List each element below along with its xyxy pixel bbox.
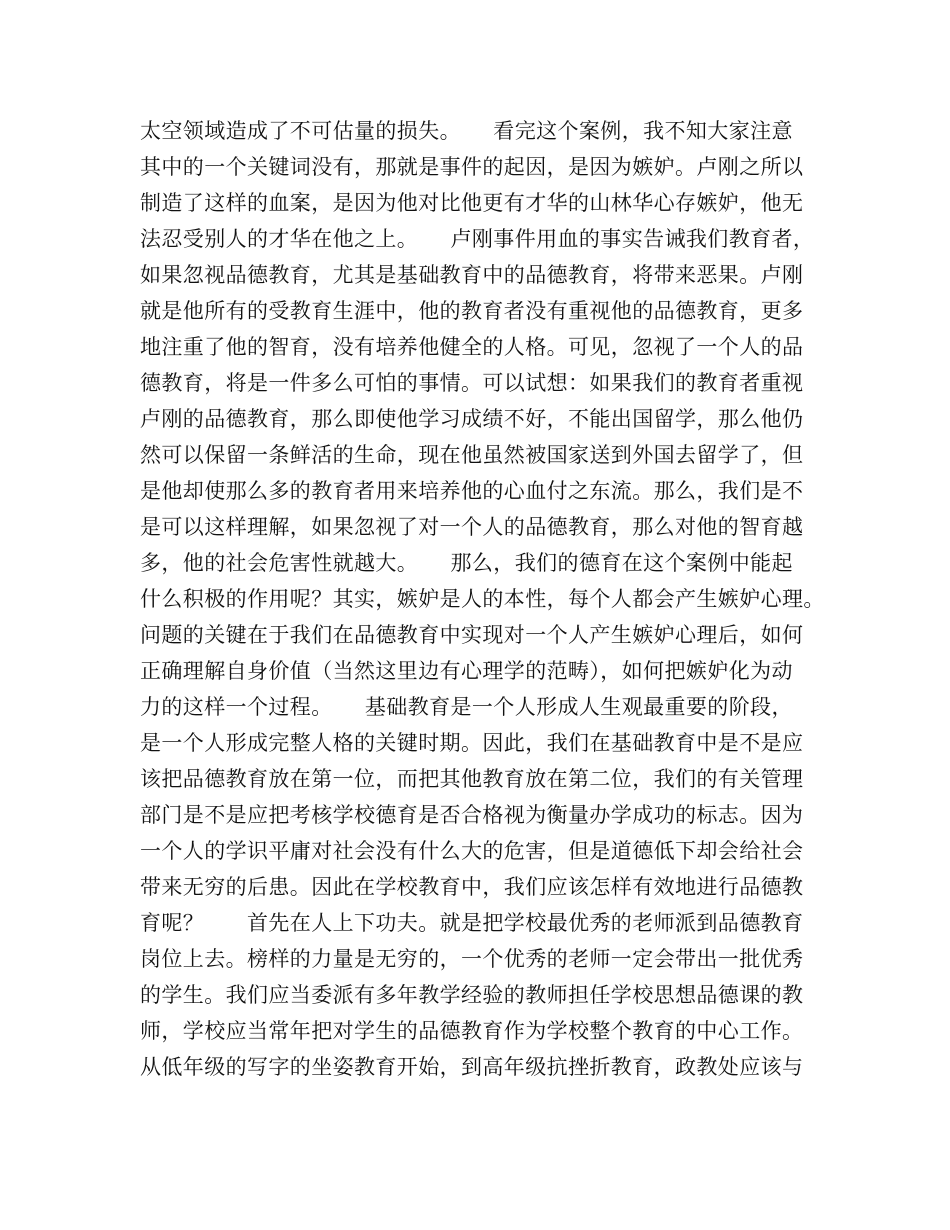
- text-line: 问题的关键在于我们在品德教育中实现对一个人产生嫉妒心理后，如何: [140, 623, 804, 647]
- text-line: 然可以保留一条鲜活的生命，现在他虽然被国家送到外国去留学了，但: [140, 443, 804, 467]
- text-line: 地注重了他的智育，没有培养他健全的人格。可见，忽视了一个人的品: [140, 335, 804, 359]
- text-line: 多，他的社会危害性就越大。 那么，我们的德育在这个案例中能起: [140, 551, 793, 575]
- text-line: 法忍受别人的才华在他之上。 卢刚事件用血的事实告诫我们教育者，: [140, 227, 815, 251]
- text-line: 一个人的学识平庸对社会没有什么大的危害，但是道德低下却会给社会: [140, 839, 804, 863]
- text-line: 如果忽视品德教育，尤其是基础教育中的品德教育，将带来恶果。卢刚: [140, 263, 804, 287]
- text-line: 是一个人形成完整人格的关键时期。因此，我们在基础教育中是不是应: [140, 731, 804, 755]
- text-line: 的学生。我们应当委派有多年教学经验的教师担任学校思想品德课的教: [140, 983, 804, 1007]
- text-line: 部门是不是应把考核学校德育是否合格视为衡量办学成功的标志。因为: [140, 803, 804, 827]
- text-line: 带来无穷的后患。因此在学校教育中，我们应该怎样有效地进行品德教: [140, 875, 804, 899]
- text-line: 正确理解自身价值（当然这里边有心理学的范畴），如何把嫉妒化为动: [140, 659, 793, 683]
- text-line: 什么积极的作用呢？其实，嫉妒是人的本性，每个人都会产生嫉妒心理。: [140, 587, 825, 611]
- text-line: 从低年级的写字的坐姿教育开始，到高年级抗挫折教育，政教处应该与: [140, 1055, 804, 1079]
- text-line: 力的这样一个过程。 基础教育是一个人形成人生观最重要的阶段，: [140, 695, 793, 719]
- text-line: 德教育，将是一件多么可怕的事情。可以试想：如果我们的教育者重视: [140, 371, 804, 395]
- text-line: 卢刚的品德教育，那么即使他学习成绩不好，不能出国留学，那么他仍: [140, 407, 804, 431]
- text-line: 师，学校应当常年把对学生的品德教育作为学校整个教育的中心工作。: [140, 1019, 804, 1043]
- text-line: 是他却使那么多的教育者用来培养他的心血付之东流。那么，我们是不: [140, 479, 804, 503]
- text-line: 育呢？ 首先在人上下功夫。就是把学校最优秀的老师派到品德教育: [140, 911, 804, 935]
- text-line: 是可以这样理解，如果忽视了对一个人的品德教育，那么对他的智育越: [140, 515, 804, 539]
- text-line: 制造了这样的血案，是因为他对比他更有才华的山林华心存嫉妒，他无: [140, 191, 804, 215]
- body-text: [140, 113, 830, 1085]
- text-line: 其中的一个关键词没有，那就是事件的起因，是因为嫉妒。卢刚之所以: [140, 155, 804, 179]
- text-line: 该把品德教育放在第一位，而把其他教育放在第二位，我们的有关管理: [140, 767, 804, 791]
- text-line: 岗位上去。榜样的力量是无穷的，一个优秀的老师一定会带出一批优秀: [140, 947, 804, 971]
- text-line: 太空领域造成了不可估量的损失。 看完这个案例，我不知大家注意: [140, 119, 793, 143]
- text-line: 就是他所有的受教育生涯中，他的教育者没有重视他的品德教育，更多: [140, 299, 804, 323]
